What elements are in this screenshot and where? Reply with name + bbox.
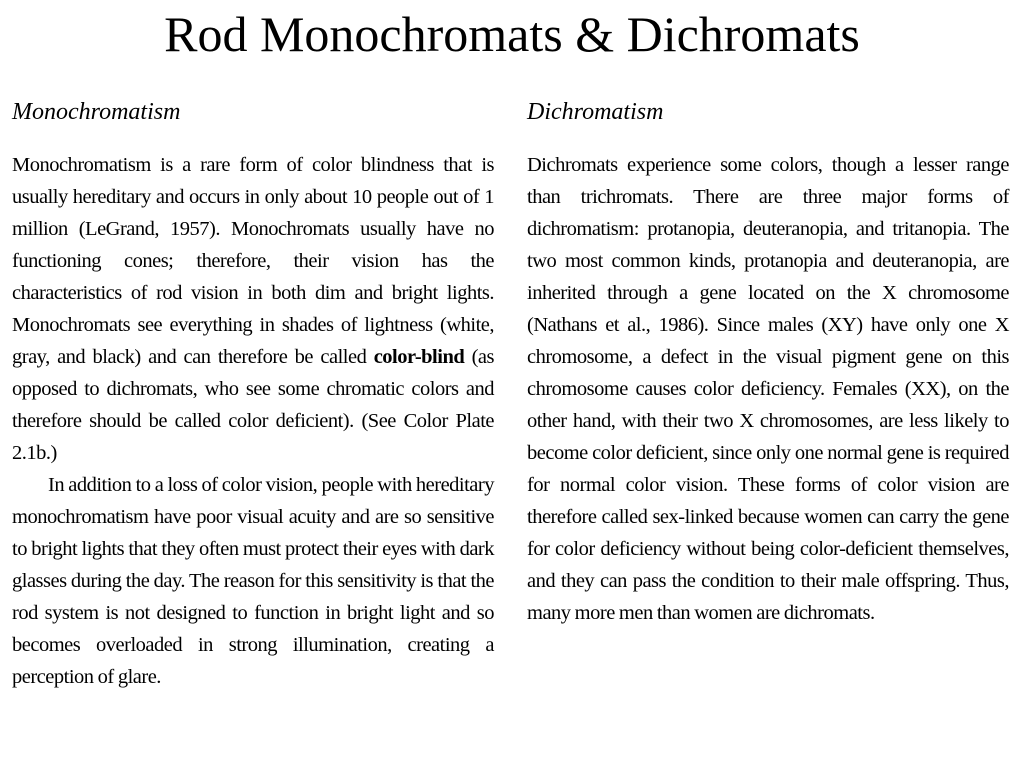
dichromatism-column: [527, 96, 1009, 629]
page-title: Rod Monochromats & Dichromats: [164, 6, 860, 62]
dichromatism-heading: Dichromatism: [527, 99, 664, 125]
dichromatism-paragraph: Dichromats experience some colors, though a lesser range than trichromats. There are three major forms of dichromatism: protanopia, deuteranopia, and tritanopia. The two most common kinds, protanopia and deuteranopia, are inherited through a gene located on the X chromosome (Nathans et al., 1986). Since males (XY) have only one X chromosome, a defect in the visual pigment gene on this chromosome causes color deficiency. Females (XX), on the other hand, with their two X chromosomes, are less likely to become color deficient, since only one normal gene is required for normal color vision. These forms of color vision are therefore called sex-linked because women can carry the gene for color deficiency without being color-deficient themselves, and they can pass the condition to their male offspring. Thus, many more men than women are dichromats.: [527, 154, 1009, 624]
monochromatism-column: [12, 96, 494, 693]
monochromatism-paragraph-2: In addition to a loss of color vision, people with hereditary monochromatism have poor visual acuity and are so sensitive to bright lights that they often must protect their eyes with dark glasses during the day. The reason for this sensitivity is that the rod system is not designed to function in bright light and so becomes overloaded in strong illumination, creating a perception of glare.: [12, 474, 494, 688]
monochromatism-paragraph-1: [12, 149, 494, 469]
monochromatism-paragraph-1-text-a: Monochromatism is a rare form of color blindness that is usually hereditary and occurs in only about 10 people out of 1 million (LeGrand, 1957). Monochromats usually have no functioning cones; therefore, their vision has the characteristics of rod vision in both dim and bright lights. Monochromats see everything in shades of lightness (white, gray, and black) and can therefore be called: [12, 154, 494, 368]
monochromatism-paragraph-1-text-b: (as opposed to dichromats, who see some chromatic colors and therefore should be called color deficient). (See Color Plate 2.1b.): [12, 346, 495, 464]
color-blind-term: color-blind: [373, 346, 465, 368]
monochromatism-heading: Monochromatism: [12, 99, 181, 125]
